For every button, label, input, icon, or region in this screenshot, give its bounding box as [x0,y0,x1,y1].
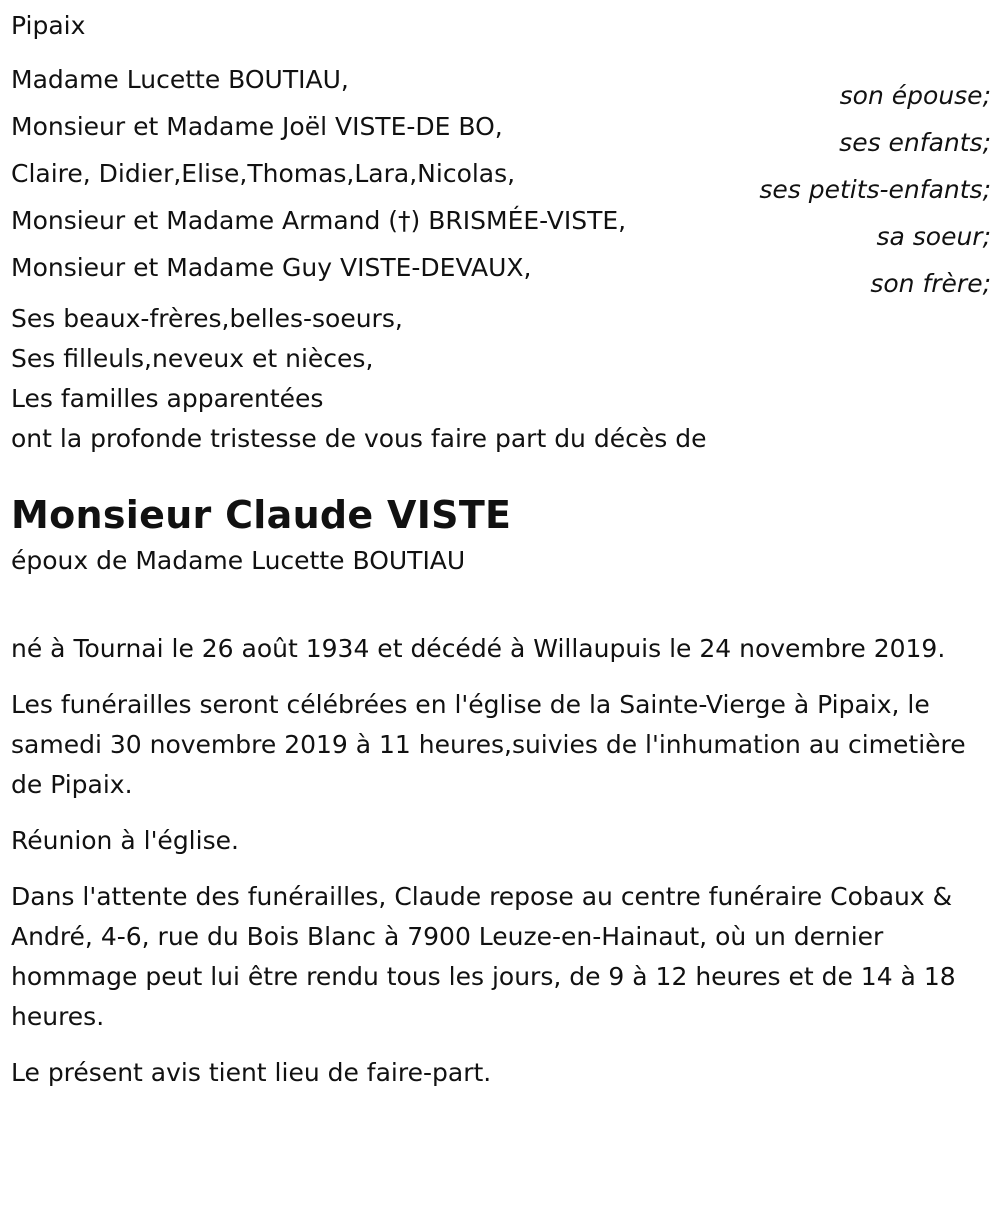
extended-family-line: Ses beaux-frères,belles-soeurs, [11,304,403,333]
family-entry [11,201,991,251]
family-member-role: son frère; [870,269,991,298]
family-member-name: Monsieur et Madame Guy VISTE-DEVAUX, [11,253,532,282]
family-entry [11,60,991,110]
family-member-name: Claire, Didier,Elise,Thomas,Lara,Nicolas, [11,159,516,188]
obituary-notice [11,6,991,1093]
announcement-line: ont la profonde tristesse de vous faire part du décès de [11,424,707,453]
family-member-name: Monsieur et Madame Armand (†) BRISMÉE-VISTE, [11,206,627,235]
birth-death-paragraph: né à Tournai le 26 août 1934 et décédé à Willaupuis le 24 novembre 2019. [11,634,946,663]
family-member-name: Monsieur et Madame Joël VISTE-DE BO, [11,112,503,141]
family-member-role: son épouse; [839,81,991,110]
family-entry [11,248,991,298]
visitation-paragraph: Dans l'attente des funérailles, Claude repose au centre funéraire Cobaux & André, 4-6, rue du Bois Blanc à 7900 Leuze-en-Hainaut, où un dernier hommage peut lui être rendu tous les jours, de 9 à 12 heures et de 14 à 18 heures. [11,882,956,1031]
city-heading: Pipaix [11,11,86,40]
family-member-role: ses petits-enfants; [759,175,991,204]
family-entry [11,107,991,157]
deceased-name: Monsieur Claude VISTE [11,493,512,537]
extended-family [11,299,991,459]
family-entry [11,154,991,204]
closing-paragraph: Le présent avis tient lieu de faire-part. [11,1058,492,1087]
family-list [11,60,991,298]
family-member-name: Madame Lucette BOUTIAU, [11,65,349,94]
extended-family-line: Les familles apparentées [11,384,324,413]
spouse-line: époux de Madame Lucette BOUTIAU [11,546,466,575]
family-member-role: ses enfants; [839,128,991,157]
family-member-role: sa soeur; [876,222,991,251]
meeting-paragraph: Réunion à l'église. [11,826,239,855]
funeral-paragraph: Les funérailles seront célébrées en l'église de la Sainte-Vierge à Pipaix, le samedi 30 novembre 2019 à 11 heures,suivies de l'inhumation au cimetière de Pipaix. [11,690,966,799]
extended-family-line: Ses filleuls,neveux et nièces, [11,344,374,373]
